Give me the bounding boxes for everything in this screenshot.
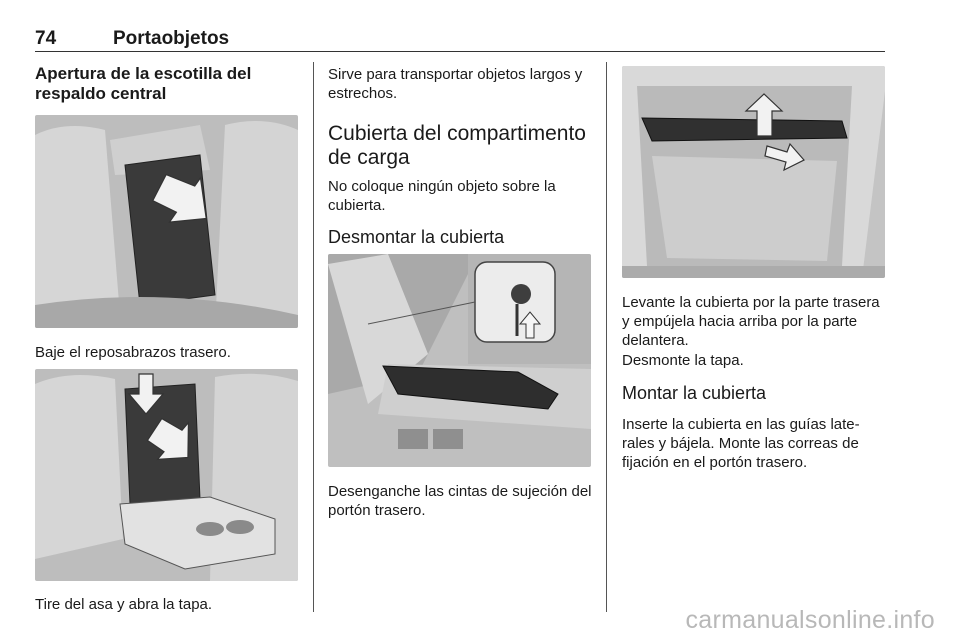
col3-caption2: Desmonte la tapa.	[622, 352, 744, 369]
illustration-cover-straps	[328, 254, 591, 467]
col2-intro: Sirve para transportar objetos largos y estrechos.	[328, 66, 583, 102]
illustration-remove-cover	[622, 66, 885, 278]
col3-body: Inserte la cubierta en las guías late-rales y bájela. Monte las correas de fijación en el portón trasero.	[622, 416, 860, 471]
page-header	[35, 28, 885, 52]
col2-subheading: Desmontar la cubierta	[328, 227, 505, 247]
col2-caption: Desenganche las cintas de sujeción del portón trasero.	[328, 483, 592, 519]
col1-caption2: Tire del asa y abra la tapa.	[35, 596, 213, 613]
page-number: 74	[35, 28, 57, 49]
watermark: carmanualsonline.info	[685, 606, 935, 634]
illustration-backrest-hatch	[35, 115, 298, 328]
section-name: Portaobjetos	[113, 28, 230, 49]
col3-subheading: Montar la cubierta	[622, 383, 767, 403]
col2-section-title: Cubierta del compartimento de carga	[328, 122, 586, 169]
col1-heading: Apertura de la escotilla del respaldo central	[35, 64, 252, 103]
column-divider	[313, 62, 314, 612]
illustration-armrest-hatch	[35, 369, 298, 581]
column-divider	[606, 62, 607, 612]
col1-caption1: Baje el reposabrazos trasero.	[35, 344, 231, 361]
col3-caption1: Levante la cubierta por la parte trasera y empújela hacia arriba por la parte delantera.	[622, 294, 880, 349]
col2-warning: No coloque ningún objeto sobre la cubierta.	[328, 178, 556, 214]
